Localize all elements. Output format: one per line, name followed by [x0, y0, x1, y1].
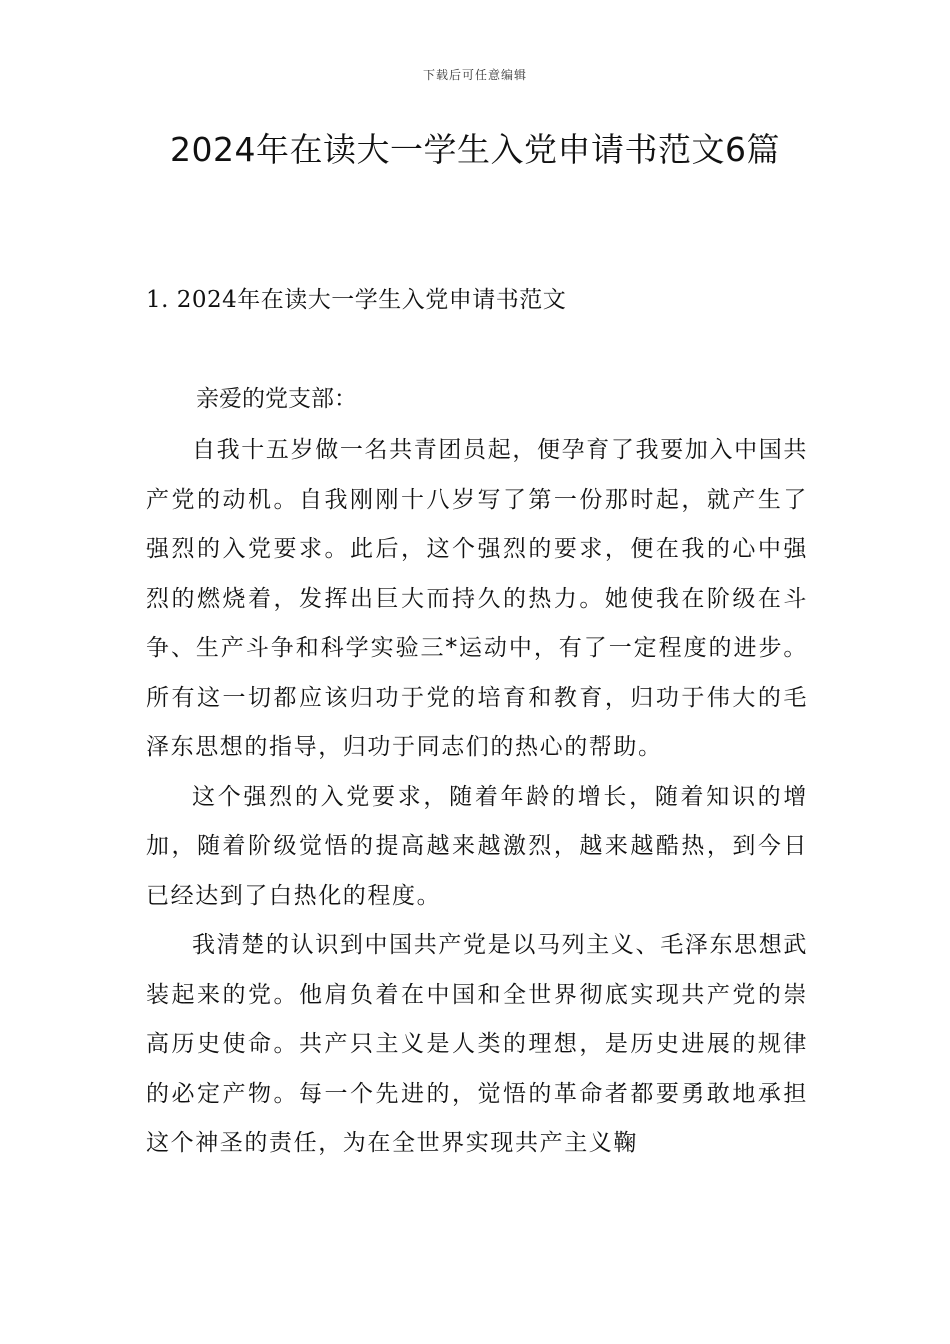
- body-text: [146, 426, 808, 1169]
- header-note: 下载后可任意编辑: [422, 68, 527, 82]
- salutation: 亲爱的党支部：: [196, 386, 357, 412]
- section-heading: 1. 2024年在读大一学生入党申请书范文: [146, 287, 567, 313]
- body-paragraph: 自我十五岁做一名共青团员起，便孕育了我要加入中国共产党的动机。自我刚刚十八岁写了第一份那时起，就产生了强烈的入党要求。此后，这个强烈的要求，便在我的心中强烈的燃烧着，发挥出巨大而持久的热力。她使我在阶级在斗争、生产斗争和科学实验三*运动中，有了一定程度的进步。所有这一切都应该归功于党的培育和教育，归功于伟大的毛泽东思想的指导，归功于同志们的热心的帮助。: [146, 437, 808, 760]
- body-paragraph: 这个强烈的入党要求，随着年龄的增长，随着知识的增加，随着阶级觉悟的提高越来越激烈，越来越酷热，到今日已经达到了白热化的程度。: [146, 783, 808, 909]
- document-title: 2024年在读大一学生入党申请书范文6篇: [170, 130, 780, 169]
- body-paragraph: 我清楚的认识到中国共产党是以马列主义、毛泽东思想武装起来的党。他肩负着在中国和全世界彻底实现共产党的崇高历史使命。共产只主义是人类的理想，是历史进展的规律的必定产物。每一个先进的，觉悟的革命者都要勇敢地承担这个神圣的责任，为在全世界实现共产主义鞠: [146, 932, 808, 1156]
